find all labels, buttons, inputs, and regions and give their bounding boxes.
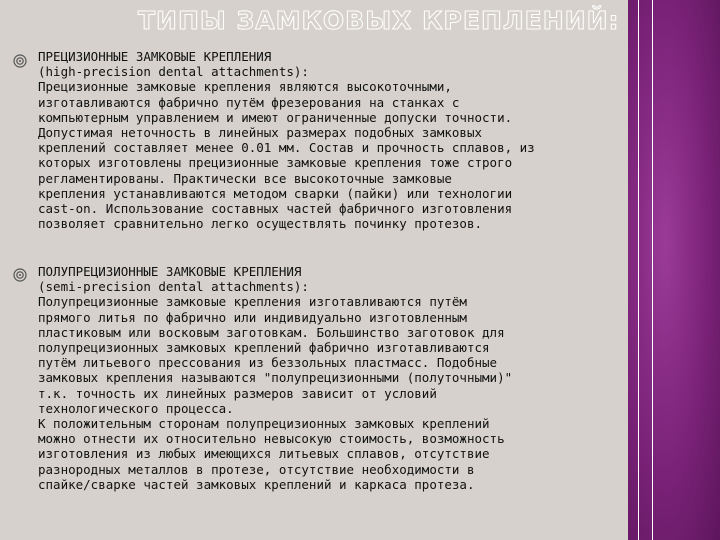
text-line: (high-precision dental attachments): — [38, 64, 309, 80]
text-line: пластиковым или восковым заготовкам. Большинство заготовок для — [38, 324, 505, 340]
text-line: регламентированы. Практически все высокоточные замковые — [38, 170, 452, 186]
text-line: т.к. точность их линейных размеров зависит от условий — [38, 385, 437, 401]
text-line: путём литьевого прессования из беззольных пластмасс. Подобные — [38, 355, 498, 371]
text-line: полупрецизионных замковых креплений фабрично изготавливаются — [38, 340, 490, 356]
text-line: компьютерным управлением и имеют ограниченные допуски точности. — [38, 109, 513, 125]
text-line: которых изготовлены прецизионные замковые крепления тоже строго — [38, 155, 513, 171]
text-line: К положительным сторонам полупрецизионных замковых креплений — [38, 416, 490, 432]
divider-line — [652, 0, 653, 540]
divider-line — [638, 0, 639, 540]
text-line: Прецизионные замковые крепления являются высокоточными, — [38, 79, 452, 95]
text-line: спайке/сварке частей замковых креплений и каркаса протеза. — [38, 476, 475, 492]
text-line: замковых крепления называются "полупрецизионными (полуточными)" — [38, 370, 513, 386]
text-line: (semi-precision dental attachments): — [38, 279, 309, 295]
text-line: изготавливаются фабрично путём фрезерования на станках с — [38, 94, 460, 110]
text-line: Полупрецизионные замковые крепления изготавливаются путём — [38, 294, 467, 310]
text-line: ПРЕЦИЗИОННЫЕ ЗАМКОВЫЕ КРЕПЛЕНИЯ — [38, 49, 272, 64]
text-line: прямого литья по фабрично или индивидуально изготовленным — [38, 309, 467, 325]
text-line: ПОЛУПРЕЦИЗИОННЫЕ ЗАМКОВЫЕ КРЕПЛЕНИЯ — [38, 264, 302, 279]
text-line: разнородных металлов в протезе, отсутствие необходимости в — [38, 461, 475, 477]
text-line: крепления устанавливаются методом сварки (пайки) или технологии — [38, 185, 513, 201]
target-ring-icon — [13, 267, 27, 281]
text-line: технологического процесса. — [38, 400, 234, 416]
text-line: Допустимая неточность в линейных размерах подобных замковых — [38, 125, 483, 141]
slide-title: ТИПЫ ЗАМКОВЫХ КРЕПЛЕНИЙ: — [138, 6, 620, 35]
text-line: креплений составляет менее 0.01 мм. Состав и прочность сплавов, из — [38, 140, 535, 156]
text-line: cast-on. Использование составных частей фабричного изготовления — [38, 201, 513, 217]
target-ring-icon — [13, 53, 27, 67]
text-line: изготовления из любых имеющихся литьевых сплавов, отсутствие — [38, 446, 490, 462]
list-item-precision — [38, 49, 628, 231]
decorative-side-bar — [628, 0, 720, 540]
list-item-semi-precision — [38, 264, 628, 492]
text-line: можно отнести их относительно невысокую стоимость, возможность — [38, 431, 505, 447]
text-line: позволяет сравнительно легко осуществлять починку протезов. — [38, 216, 483, 232]
